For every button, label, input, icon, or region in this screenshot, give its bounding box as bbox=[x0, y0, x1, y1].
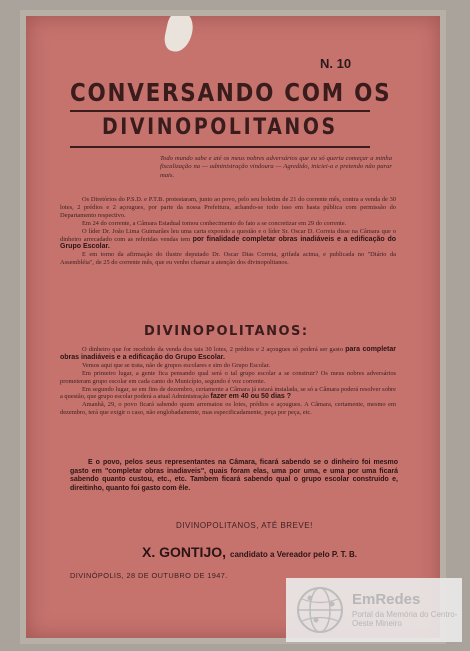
paragraph: Vemos aqui que se trata, não de grupos escolares e sim do Grupo Escolar. bbox=[82, 361, 270, 369]
watermark-logo bbox=[286, 578, 462, 642]
final-paragraph: E o povo, pelos seus representantes na Câmara, ficará sabendo se o dinheiro foi mesmo gasto em "completar obras inadiaveis", quais foram elas, uma por uma, e uma por uma ficará sabendo quanto custou, etc., etc. Tambem ficará sabendo qual o grupo escolar construido e, direitinho, quanto foi gasto com êle. bbox=[70, 459, 398, 492]
title-rule-bottom bbox=[70, 146, 370, 148]
emphasis-text: por finalidade completar obras inadiáveis e a edificação do Grupo Escolar. bbox=[60, 235, 396, 251]
closing-line: DIVINOPOLITANOS, ATÉ BREVE! bbox=[176, 521, 313, 530]
title-rule-top bbox=[70, 110, 370, 112]
title-line-2: DIVINOPOLITANOS bbox=[102, 115, 338, 140]
signature-subtitle: candidato a Vereador pelo P. T. B. bbox=[230, 550, 358, 559]
section-heading: DIVINOPOLITANOS: bbox=[144, 324, 309, 339]
paragraph: Em 24 do corrente, a Câmara Estadual tomou conhecimento do fato a se concretizar em 29 do corrente. bbox=[82, 219, 347, 227]
paper-tear bbox=[162, 16, 196, 54]
body-section-2 bbox=[60, 346, 396, 417]
emphasis-text: para completar obras inadiáveis e a edificação do Grupo Escolar. bbox=[60, 346, 396, 361]
dateline: DIVINÓPOLIS, 28 DE OUTUBRO DE 1947. bbox=[70, 571, 228, 580]
paragraph: Amanhã, 29, o povo ficará sabendo quem arrematou os lotes, prédios e açougues. A Câmara, certamente, mesmo em dezembro, terá que exigir o caso, não englobadamente, mas especificadamente, peça por peça, etc. bbox=[60, 401, 396, 417]
signature bbox=[142, 544, 357, 560]
title-line-1: CONVERSANDO COM OS bbox=[70, 78, 392, 107]
emphasis-text: fazer em 40 ou 50 dias ? bbox=[210, 393, 292, 401]
paragraph: O dinheiro que for recebido da venda dos tais 30 lotes, 2 prédios e 2 açougues só poderá ser gasto para completar obras inadiáveis e a edificação do Grupo Escolar. bbox=[60, 346, 396, 361]
paragraph: Em segundo lugar, se em fins de dezembro, certamente a Câmara já estará instalada, se só a Câmara poderá resolver sobre a questão, que grupo escolar poderá a atual Administração fazer em 40 ou 50 dias ? bbox=[60, 385, 396, 401]
globe-network-icon bbox=[294, 584, 346, 636]
paragraph: Os Diretórios do P.S.D. e P.T.B. protestaram, junto ao povo, pelo seu boletim de 21 do corrente mês, contra a venda de 30 lotes, 2 prédios e 2 açougues, por parte da nossa Prefeitura, achando-se todo isso em hasta pública com permissão do Departamento respectivo. bbox=[60, 196, 396, 219]
paragraph: O líder Dr. João Lima Guimarães leu uma carta expondo a questão e o líder Sr. Oscar D. Correia disse na Câmara que o dinheiro arrecadado com as referidas vendas tem por finalidade completar obras inadiáveis e a edificação do Grupo Escolar. bbox=[60, 227, 396, 251]
body-section-1 bbox=[60, 196, 396, 267]
issue-number: N. 10 bbox=[320, 56, 352, 71]
watermark-name: EmRedes bbox=[352, 591, 421, 608]
watermark-subtitle: Portal da Memória do Centro-Oeste Mineiro bbox=[352, 610, 458, 628]
intro-quote: Todo mundo sabe e até os meus nobres adversários que eu só queria começar a minha fiscalização na — administração vindoura — Agredido, iniciei-a e pretendo não parar mais. bbox=[160, 155, 392, 179]
signature-name: X. GONTIJO, bbox=[142, 544, 227, 560]
paragraph: E em torno da afirmação do ilustre deputado Dr. Oscar Dias Correia, grifada acima, e publicada no "Diário da Assembléia", de 25 do corrente mês, que eu venho chamar a atenção dos divinopolitanos. bbox=[60, 251, 396, 267]
paragraph: Em primeiro lugar, a gente fica pensando qual será o tal grupo escolar a se construir? Os meus nobres adversários prometeram grupo escolar em cada canto do Município, segundo é voz corrente. bbox=[60, 369, 396, 385]
